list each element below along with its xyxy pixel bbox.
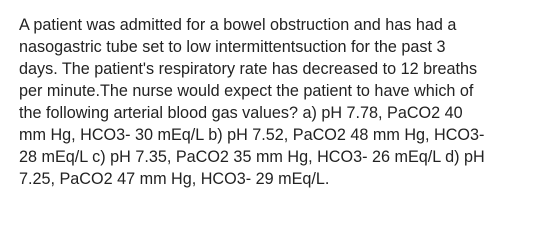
- question-line: 28 mEq/L c) pH 7.35, PaCO2 35 mm Hg, HCO3- 26 mEq/L d) pH: [19, 148, 485, 166]
- question-line: days. The patient's respiratory rate has decreased to 12 breaths: [19, 60, 478, 78]
- question-line: mm Hg, HCO3- 30 mEq/L b) pH 7.52, PaCO2 48 mm Hg, HCO3-: [19, 126, 485, 144]
- question-line: A patient was admitted for a bowel obstruction and has had a: [19, 16, 457, 34]
- question-line: the following arterial blood gas values? a) pH 7.78, PaCO2 40: [19, 104, 463, 122]
- question-line: per minute.The nurse would expect the patient to have which of: [19, 82, 474, 100]
- question-line: nasogastric tube set to low intermittentsuction for the past 3: [19, 38, 446, 56]
- question-line: 7.25, PaCO2 47 mm Hg, HCO3- 29 mEq/L.: [19, 170, 330, 188]
- question-text: [19, 14, 544, 190]
